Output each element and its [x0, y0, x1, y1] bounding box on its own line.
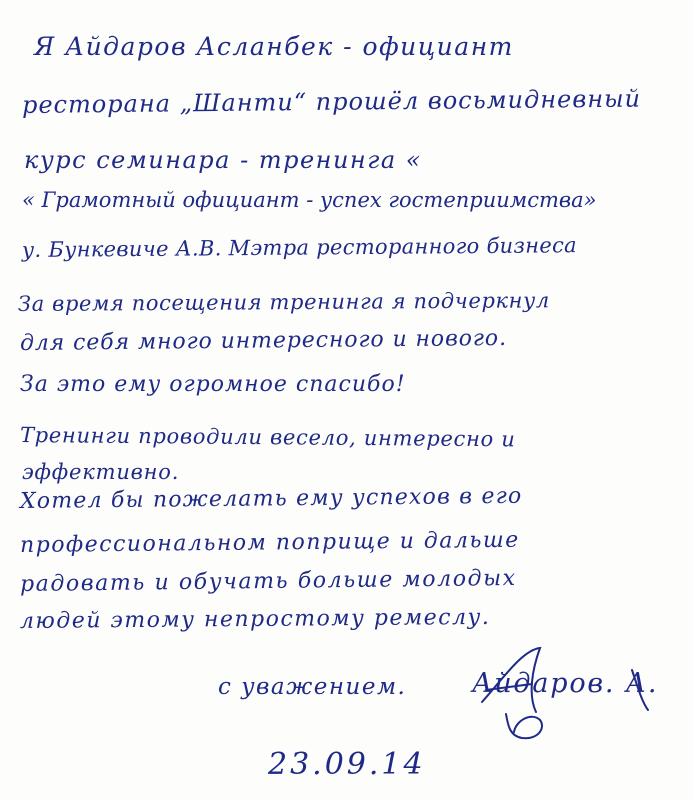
letter-line: « Грамотный официант - успех гостеприимства» [22, 188, 597, 212]
letter-line: у. Бункевиче А.В. Мэтра ресторанного бизнеса [21, 233, 578, 262]
letter-line: для себя много интересного и нового. [19, 325, 508, 356]
letter-line: профессиональном поприще и дальше [19, 527, 520, 558]
closing-text: с уважением. [218, 674, 407, 700]
letter-line: За это ему огромное спасибо! [20, 372, 406, 397]
letter-line: людей этому непростому ремеслу. [19, 604, 491, 634]
date-text: 23.09.14 [268, 747, 426, 782]
letter-line: курс семинара - тренинга « [24, 146, 422, 174]
letter-line: Я Айдаров Асланбек - официант [34, 32, 514, 61]
letter-line: эффективно. [22, 460, 180, 484]
signature [462, 640, 662, 745]
signature-text: Айдаров. А. [472, 668, 659, 699]
letter-line: ресторана „Шанти“ прошёл восьмидневный [21, 84, 642, 119]
letter-line: радовать и обучать больше молодых [19, 565, 517, 597]
letter-line: За время посещения тренинга я подчеркнул [17, 288, 550, 316]
letter-line: Хотел бы пожелать ему успехов в его [19, 483, 523, 514]
letter-line: Тренинги проводили весело, интересно и [19, 423, 516, 452]
